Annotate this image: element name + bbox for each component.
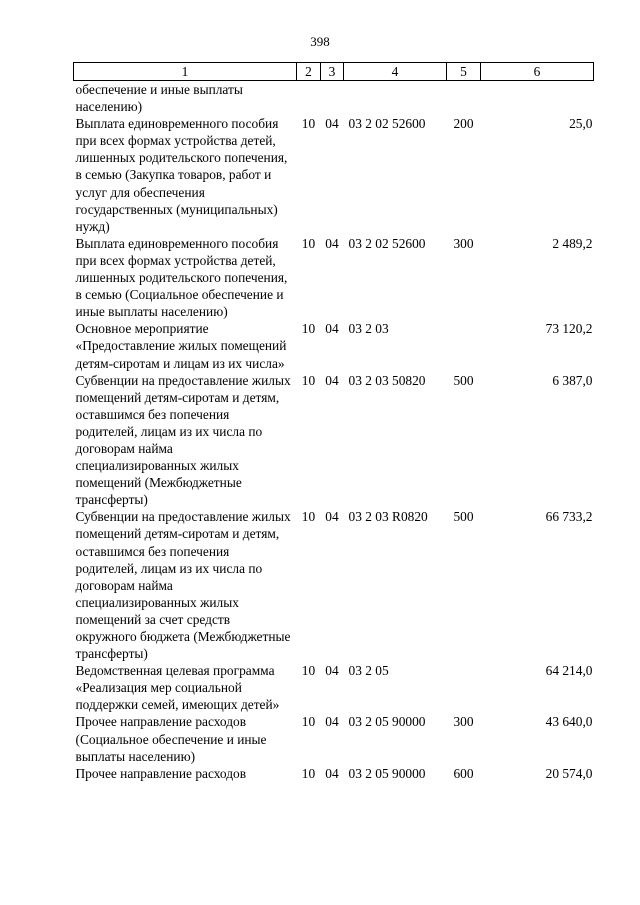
table-row — [74, 81, 594, 116]
row-subsection: 04 — [325, 765, 339, 781]
row-section: 10 — [301, 235, 316, 251]
row-name: Основное мероприятие «Предоставление жилых помещений детям-сиротам и лицам из их числа» — [75, 321, 287, 371]
row-amount: 6 387,0 — [552, 372, 593, 388]
row-section: 10 — [301, 116, 316, 132]
row-subsection: 04 — [325, 663, 339, 679]
row-amount: 64 214,0 — [545, 663, 593, 679]
table-row — [74, 713, 594, 764]
table-row — [74, 765, 594, 782]
row-target: 03 2 05 — [348, 663, 389, 679]
row-subsection: 04 — [325, 714, 339, 730]
page-number: 398 — [310, 34, 330, 49]
row-name: обеспечение и иные выплаты населению) — [75, 82, 243, 115]
row-type: 500 — [453, 509, 474, 525]
row-section: 10 — [301, 765, 316, 781]
row-subsection: 04 — [325, 509, 339, 525]
row-type: 300 — [453, 235, 474, 251]
row-type — [447, 81, 481, 116]
row-name: Прочее направление расходов — [75, 765, 247, 781]
header-col-5: 5 — [447, 63, 481, 81]
row-target: 03 2 02 52600 — [348, 235, 426, 251]
row-section: 10 — [301, 372, 316, 388]
row-amount: 25,0 — [569, 116, 593, 132]
row-type: 600 — [453, 765, 474, 781]
row-target — [344, 81, 447, 116]
row-name: Субвенции на предоставление жилых помещений детям-сиротам и детям, оставшимся без попечения родителей, лицам из их числа по договорам найма специализированных жилых помещений за счет средств окружного бюджета (Межбюджетные трансферты) — [75, 509, 291, 662]
row-type — [447, 662, 481, 713]
row-name: Прочее направление расходов (Социальное обеспечение и иные выплаты населению) — [75, 714, 267, 764]
table-row — [74, 235, 594, 320]
table-row — [74, 372, 594, 509]
header-row — [74, 63, 594, 81]
row-amount: 20 574,0 — [545, 765, 593, 781]
budget-table — [73, 62, 594, 782]
row-amount: 73 120,2 — [545, 321, 593, 337]
row-subsection: 04 — [325, 235, 339, 251]
row-type: 500 — [453, 372, 474, 388]
row-amount: 43 640,0 — [545, 714, 593, 730]
row-type — [447, 320, 481, 371]
row-name: Ведомственная целевая программа «Реализация мер социальной поддержки семей, имеющих детей» — [75, 663, 280, 713]
row-amount: 2 489,2 — [552, 235, 593, 251]
row-subsection: 04 — [325, 372, 339, 388]
header-col-1: 1 — [74, 63, 297, 81]
row-name: Субвенции на предоставление жилых помещений детям-сиротам и детям, оставшимся без попечения родителей, лицам из их числа по договорам найма специализированных жилых помещений (Межбюджетные трансферты) — [75, 372, 291, 508]
row-target: 03 2 03 R0820 — [348, 509, 428, 525]
table-row — [74, 320, 594, 371]
header-col-3: 3 — [321, 63, 344, 81]
row-section: 10 — [301, 509, 316, 525]
row-target: 03 2 05 90000 — [348, 714, 426, 730]
row-target: 03 2 05 90000 — [348, 765, 426, 781]
row-target: 03 2 03 50820 — [348, 372, 426, 388]
row-type: 200 — [453, 116, 474, 132]
header-col-4: 4 — [344, 63, 447, 81]
row-target: 03 2 02 52600 — [348, 116, 426, 132]
row-amount — [481, 81, 594, 116]
row-section — [297, 81, 321, 116]
row-type: 300 — [453, 714, 474, 730]
row-subsection: 04 — [325, 321, 339, 337]
row-section: 10 — [301, 714, 316, 730]
row-subsection: 04 — [325, 116, 339, 132]
row-section: 10 — [301, 663, 316, 679]
row-amount: 66 733,2 — [545, 509, 593, 525]
row-name: Выплата единовременного пособия при всех формах устройства детей, лишенных родительского попечения, в семью (Социальное обеспечение и иные выплаты населению) — [75, 235, 288, 320]
header-col-2: 2 — [297, 63, 321, 81]
row-target: 03 2 03 — [348, 321, 389, 337]
row-section: 10 — [301, 321, 316, 337]
row-name: Выплата единовременного пособия при всех формах устройства детей, лишенных родительского попечения, в семью (Закупка товаров, работ и услуг для обеспечения государственных (муниципальных) нужд) — [75, 116, 288, 234]
table-row — [74, 508, 594, 662]
table-body — [74, 81, 594, 782]
table-header — [74, 63, 594, 81]
table-row — [74, 115, 594, 235]
row-subsection — [321, 81, 344, 116]
table-row — [74, 662, 594, 713]
header-col-6: 6 — [481, 63, 594, 81]
